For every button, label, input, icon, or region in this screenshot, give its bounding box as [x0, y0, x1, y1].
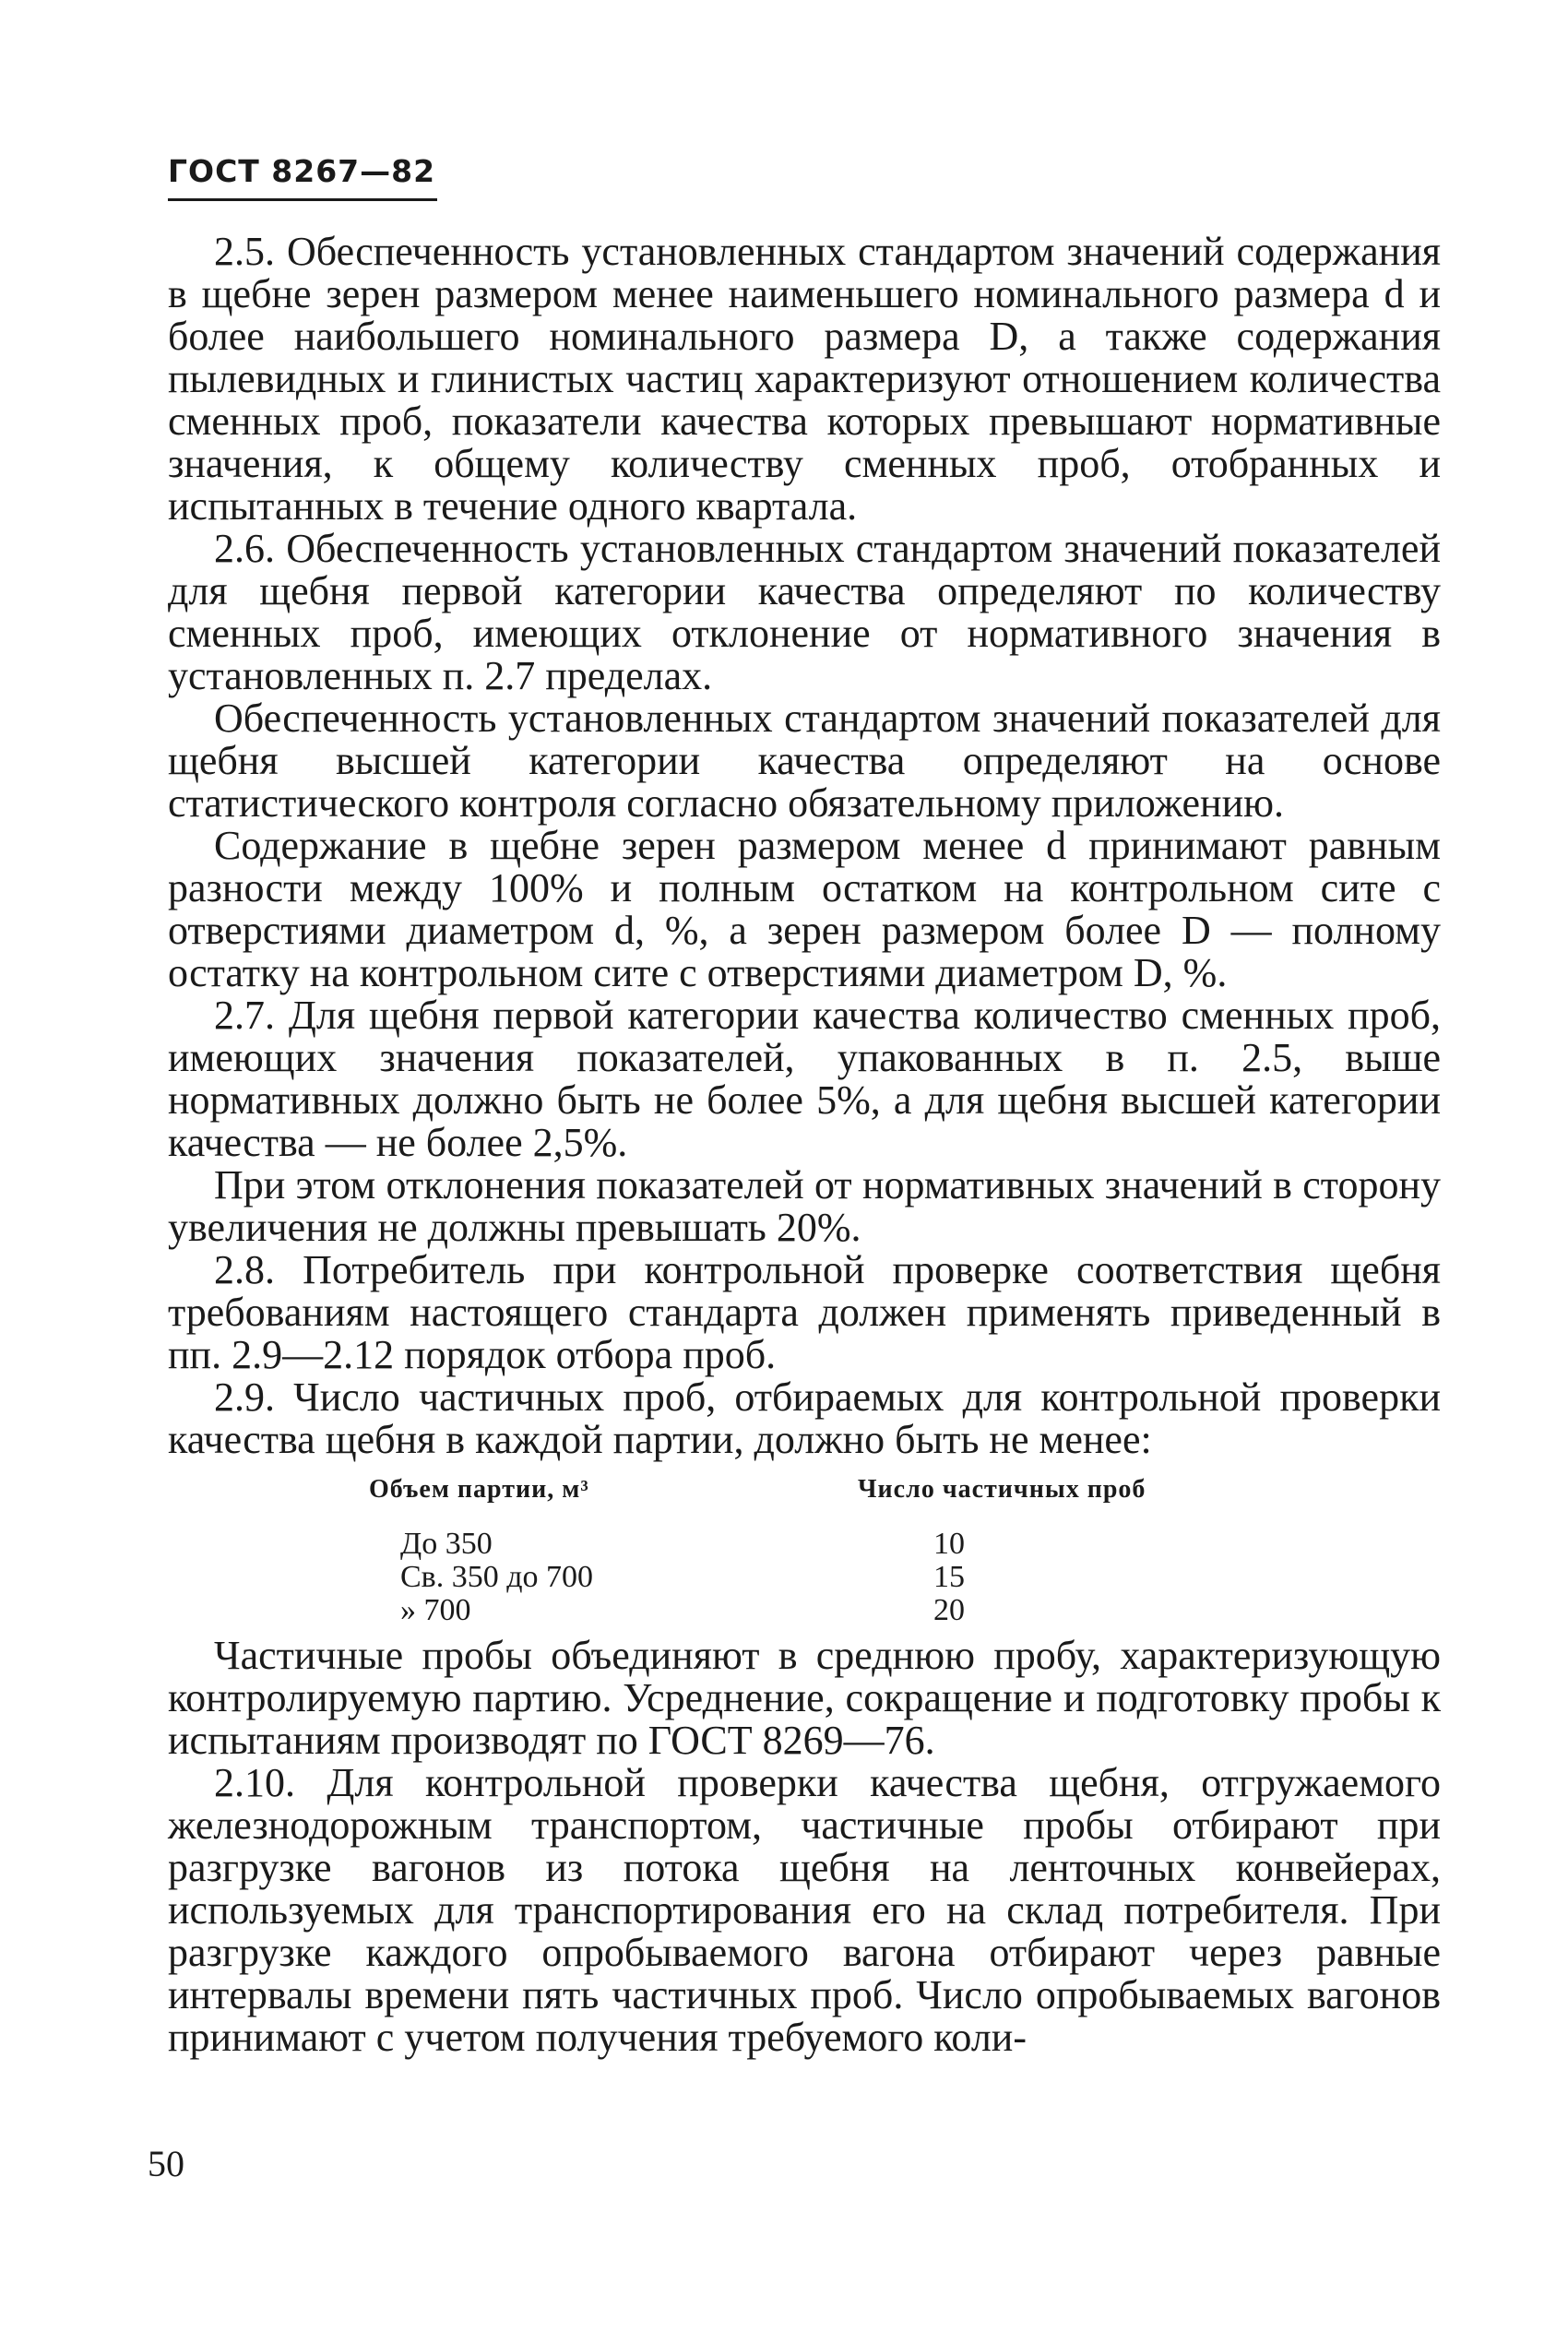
paragraph-2-9: 2.9. Число частичных проб, отбираемых для контрольной проверки качества щебня в каждой партии, должно быть не менее: [168, 1374, 1441, 1462]
table-row [168, 1528, 1146, 1561]
paragraph-2-8: 2.8. Потребитель при контрольной проверке соответствия щебня требованиям настоящего стандарта должен применять приведенный в пп. 2.9—2.12 порядок отбора проб. [168, 1247, 1441, 1377]
document-body [168, 231, 1441, 2059]
table-cell-count: 20 [933, 1593, 965, 1627]
table-header-count: Число частичных проб [858, 1475, 1146, 1504]
table-cell-volume: Св. 350 до 700 [400, 1560, 594, 1594]
document-header: ГОСТ 8267—82 [168, 153, 436, 189]
table-cell-volume: » 700 [400, 1593, 471, 1627]
paragraph-2-6: 2.6. Обеспеченность установленных стандартом значений показателей для щебня первой категории качества определяют по количеству сменных проб, имеющих отклонение от нормативного значения в установленных п. 2.7 пределах. [168, 526, 1441, 698]
paragraph-2-7: 2.7. Для щебня первой категории качества количество сменных проб, имеющих значения показателей, упакованных в п. 2.5, выше нормативных должно быть не более 5%, а для щебня высшей категории качества — не более 2,5%. [168, 993, 1441, 1165]
paragraph-2-5: 2.5. Обеспеченность установленных стандартом значений содержания в щебне зерен размером менее наименьшего номинального размера d и более наибольшего номинального размера D, а также содержания пылевидных и глинистых частиц характеризуют отношением количества сменных проб, показатели качества которых превышают нормативные значения, к общему количеству сменных проб, отобранных и испытанных в течение одного квартала. [168, 229, 1441, 529]
paragraph-2-7-cont: При этом отклонения показателей от нормативных значений в сторону увеличения не должны превышать 20%. [168, 1162, 1441, 1250]
sample-count-table [168, 1469, 1146, 1627]
paragraph-2-9-cont: Частичные пробы объединяют в среднюю пробу, характеризующую контролируемую партию. Усреднение, сокращение и подготовку пробы к испытаниям производят по ГОСТ 8269—76. [168, 1633, 1441, 1763]
table-cell-count: 15 [933, 1560, 965, 1594]
table-header-row [168, 1469, 1146, 1528]
table-row [168, 1594, 1146, 1627]
paragraph-2-6-cont-1: Обеспеченность установленных стандартом значений показателей для щебня высшей категории качества определяют на основе статистического контроля согласно обязательному приложению. [168, 696, 1441, 826]
table-cell-volume: До 350 [400, 1527, 493, 1561]
paragraph-2-6-cont-2: Содержание в щебне зерен размером менее d принимают равным разности между 100% и полным остатком на контрольном сите с отверстиями диаметром d, %, а зерен размером более D — полному остатку на контрольном сите с отверстиями диаметром D, %. [168, 823, 1441, 995]
page-number: 50 [148, 2143, 184, 2184]
table-cell-count: 10 [933, 1527, 965, 1561]
table-header-volume: Объем партии, м³ [369, 1475, 589, 1504]
paragraph-2-10: 2.10. Для контрольной проверки качества щебня, отгружаемого железнодорожным транспортом, частичные пробы отбирают при разгрузке вагонов из потока щебня на ленточных конвейерах, используемых для транспортирования его на склад потребителя. При разгрузке каждого опробываемого вагона отбирают через равные интервалы времени пять частичных проб. Число опробываемых вагонов принимают с учетом получения требуемого коли- [168, 1760, 1441, 2060]
table-row [168, 1561, 1146, 1594]
header-rule [168, 198, 437, 201]
